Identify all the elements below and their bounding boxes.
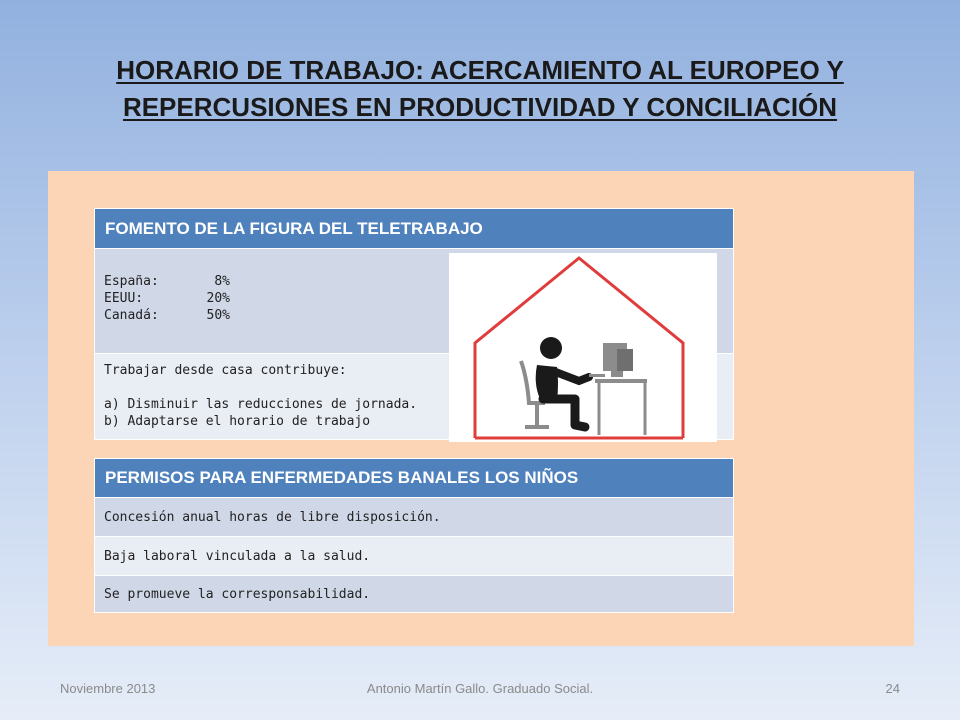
stat-value: 50%	[206, 308, 230, 323]
stat-country: España:	[104, 274, 159, 289]
benefit-item-a: a) Disminuir las reducciones de jornada.	[104, 397, 418, 412]
permisos-row: Se promueve la corresponsabilidad.	[95, 575, 733, 612]
permisos-table	[94, 458, 734, 613]
slide-title	[60, 52, 900, 126]
permisos-header: PERMISOS PARA ENFERMEDADES BANALES LOS NIÑOS	[95, 459, 733, 497]
stat-value: 20%	[206, 291, 230, 306]
permisos-row: Baja laboral vinculada a la salud.	[95, 536, 733, 575]
permisos-row: Concesión anual horas de libre disposición.	[95, 497, 733, 536]
slide-title-line-1: HORARIO DE TRABAJO: ACERCAMIENTO AL EUROPEO Y	[116, 55, 844, 85]
footer-author: Antonio Martín Gallo. Graduado Social.	[366, 681, 594, 696]
stat-country: EEUU:	[104, 291, 144, 306]
benefits-intro: Trabajar desde casa contribuye:	[104, 363, 347, 378]
home-office-icon	[449, 253, 717, 442]
footer-date: Noviembre 2013	[60, 681, 156, 696]
stat-value: 8%	[214, 274, 230, 289]
stat-country: Canadá:	[104, 308, 159, 323]
footer-page-number: 24	[885, 681, 900, 696]
home-office-illustration	[449, 253, 717, 442]
benefit-item-b: b) Adaptarse el horario de trabajo	[104, 414, 371, 429]
teletrabajo-header: FOMENTO DE LA FIGURA DEL TELETRABAJO	[95, 209, 733, 248]
slide-title-line-2: REPERCUSIONES EN PRODUCTIVIDAD Y CONCILIACIÓN	[122, 92, 838, 122]
